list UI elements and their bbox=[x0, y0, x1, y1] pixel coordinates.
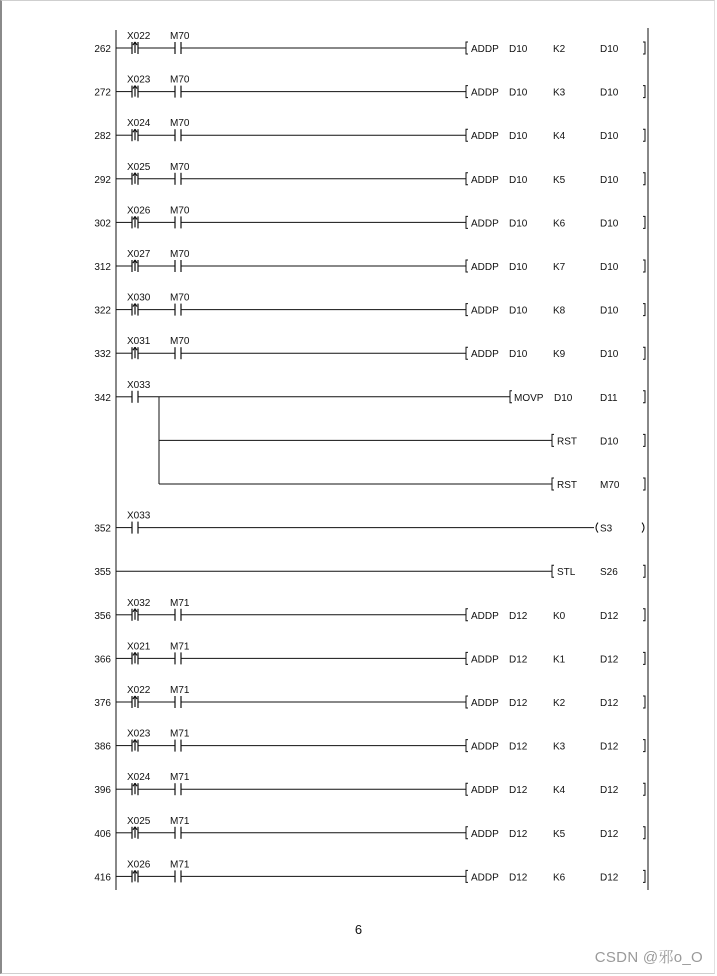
instruction-operand: K7 bbox=[553, 262, 566, 273]
contact-symbol bbox=[175, 827, 181, 839]
instruction-operand: D12 bbox=[509, 741, 528, 753]
instruction-mnemonic: ADDP bbox=[471, 741, 499, 753]
page-number: 6 bbox=[354, 922, 363, 937]
instruction-bracket-left bbox=[552, 478, 554, 490]
instruction-bracket-right bbox=[643, 434, 645, 446]
instruction-operand: D10 bbox=[600, 174, 619, 186]
instruction-bracket-left bbox=[510, 391, 512, 403]
instruction-operand: D12 bbox=[509, 654, 528, 666]
instruction-operand: K3 bbox=[553, 87, 566, 99]
pulse-contact-symbol bbox=[132, 783, 138, 795]
instruction-operand: D10 bbox=[509, 262, 528, 273]
instruction-operand: D10 bbox=[600, 305, 619, 317]
contact-label: X031 bbox=[127, 336, 151, 348]
contact-label: M70 bbox=[170, 74, 190, 86]
contact-label: X032 bbox=[127, 597, 151, 609]
instruction-operand: D11 bbox=[600, 392, 618, 404]
instruction-mnemonic: ADDP bbox=[471, 262, 499, 273]
contact-label: M71 bbox=[170, 815, 190, 827]
step-number: 302 bbox=[94, 218, 111, 230]
instruction-operand: K1 bbox=[553, 654, 566, 666]
contact-symbol bbox=[175, 696, 181, 708]
pulse-contact-symbol bbox=[132, 696, 138, 708]
watermark: CSDN @邪o_O bbox=[594, 949, 703, 966]
instruction-bracket-right bbox=[643, 86, 645, 98]
instruction-mnemonic: ADDP bbox=[471, 218, 499, 230]
instruction-bracket-left bbox=[552, 434, 554, 446]
instruction-bracket-left bbox=[466, 740, 468, 752]
instruction-operand: K4 bbox=[553, 131, 566, 143]
step-number: 312 bbox=[94, 262, 111, 273]
contact-label: M70 bbox=[170, 31, 190, 42]
instruction-mnemonic: ADDP bbox=[471, 828, 499, 840]
instruction-bracket-left bbox=[466, 870, 468, 882]
instruction-bracket-right bbox=[643, 827, 645, 839]
contact-label: M71 bbox=[170, 641, 190, 653]
pulse-contact-symbol bbox=[132, 216, 138, 228]
instruction-operand: K2 bbox=[553, 698, 566, 709]
step-number: 396 bbox=[94, 785, 111, 797]
step-number: 416 bbox=[94, 872, 111, 884]
contact-symbol bbox=[132, 391, 138, 403]
pulse-contact-symbol bbox=[132, 609, 138, 621]
instruction-bracket-right bbox=[643, 42, 645, 54]
pulse-contact-symbol bbox=[132, 827, 138, 839]
contact-label: M70 bbox=[170, 292, 190, 304]
instruction-bracket-left bbox=[466, 42, 468, 54]
instruction-bracket-left bbox=[466, 304, 468, 316]
instruction-operand: D12 bbox=[509, 828, 528, 840]
instruction-mnemonic: RST bbox=[557, 480, 577, 491]
instruction-operand: K8 bbox=[553, 305, 566, 317]
step-number: 272 bbox=[94, 87, 111, 99]
contact-label: X021 bbox=[127, 641, 151, 653]
contact-label: X024 bbox=[127, 118, 151, 130]
instruction-bracket-left bbox=[466, 129, 468, 141]
instruction-mnemonic: ADDP bbox=[471, 87, 499, 99]
step-number: 406 bbox=[94, 828, 111, 840]
coil-bracket-left bbox=[596, 523, 598, 533]
instruction-mnemonic: ADDP bbox=[471, 610, 499, 622]
step-number: 332 bbox=[94, 349, 111, 361]
instruction-mnemonic: ADDP bbox=[471, 785, 499, 797]
instruction-mnemonic: ADDP bbox=[471, 349, 499, 361]
contact-symbol bbox=[175, 173, 181, 185]
contact-symbol bbox=[175, 42, 181, 54]
contact-label: M71 bbox=[170, 597, 190, 609]
contact-label: M70 bbox=[170, 336, 190, 348]
pulse-contact-symbol bbox=[132, 173, 138, 185]
contact-label: X033 bbox=[127, 379, 151, 391]
contact-symbol bbox=[175, 304, 181, 316]
instruction-bracket-left bbox=[466, 86, 468, 98]
instruction-operand: D10 bbox=[600, 349, 619, 361]
instruction-operand: K5 bbox=[553, 174, 566, 186]
instruction-operand: K5 bbox=[553, 828, 566, 840]
contact-label: X025 bbox=[127, 161, 151, 173]
pulse-contact-symbol bbox=[132, 42, 138, 54]
instruction-operand: D10 bbox=[600, 262, 619, 273]
instruction-bracket-right bbox=[643, 347, 645, 359]
pulse-contact-symbol bbox=[132, 86, 138, 98]
instruction-bracket-left bbox=[466, 347, 468, 359]
instruction-operand: D10 bbox=[509, 174, 528, 186]
instruction-bracket-right bbox=[643, 740, 645, 752]
pulse-contact-symbol bbox=[132, 347, 138, 359]
contact-label: X033 bbox=[127, 510, 151, 522]
instruction-bracket-left bbox=[552, 565, 554, 577]
instruction-operand: K6 bbox=[553, 872, 566, 884]
instruction-bracket-right bbox=[643, 652, 645, 664]
pulse-contact-symbol bbox=[132, 652, 138, 664]
step-number: 386 bbox=[94, 741, 111, 753]
contact-label: M71 bbox=[170, 685, 190, 696]
instruction-mnemonic: ADDP bbox=[471, 698, 499, 709]
step-number: 282 bbox=[94, 131, 111, 143]
instruction-bracket-right bbox=[643, 391, 645, 403]
pulse-contact-symbol bbox=[132, 870, 138, 882]
instruction-bracket-left bbox=[466, 652, 468, 664]
instruction-operand: D10 bbox=[600, 131, 619, 143]
instruction-operand: M70 bbox=[600, 480, 620, 491]
instruction-mnemonic: ADDP bbox=[471, 872, 499, 884]
contact-symbol bbox=[175, 609, 181, 621]
contact-symbol bbox=[175, 86, 181, 98]
instruction-operand: D12 bbox=[600, 828, 619, 840]
instruction-operand: K3 bbox=[553, 741, 566, 753]
step-number: 355 bbox=[94, 567, 111, 579]
pulse-contact-symbol bbox=[132, 740, 138, 752]
instruction-mnemonic: ADDP bbox=[471, 305, 499, 317]
instruction-mnemonic: MOVP bbox=[514, 392, 544, 404]
instruction-operand: D10 bbox=[554, 392, 573, 404]
contact-label: X022 bbox=[127, 685, 151, 696]
instruction-operand: D12 bbox=[509, 785, 528, 797]
instruction-bracket-right bbox=[643, 304, 645, 316]
contact-label: M71 bbox=[170, 859, 190, 871]
contact-label: M71 bbox=[170, 728, 190, 740]
instruction-bracket-right bbox=[643, 478, 645, 490]
instruction-operand: D10 bbox=[600, 218, 619, 230]
instruction-bracket-right bbox=[643, 173, 645, 185]
instruction-bracket-right bbox=[643, 783, 645, 795]
instruction-operand: D12 bbox=[600, 698, 619, 709]
instruction-operand: D12 bbox=[600, 741, 619, 753]
instruction-bracket-left bbox=[466, 260, 468, 272]
coil-bracket-right bbox=[642, 523, 644, 533]
instruction-mnemonic: ADDP bbox=[471, 131, 499, 143]
instruction-bracket-left bbox=[466, 696, 468, 708]
instruction-operand: D12 bbox=[509, 872, 528, 884]
instruction-operand: D10 bbox=[509, 131, 528, 143]
instruction-bracket-right bbox=[643, 609, 645, 621]
contact-label: X025 bbox=[127, 815, 151, 827]
step-number: 376 bbox=[94, 698, 111, 709]
instruction-bracket-left bbox=[466, 609, 468, 621]
contact-label: X022 bbox=[127, 31, 151, 42]
instruction-mnemonic: ADDP bbox=[471, 654, 499, 666]
instruction-bracket-right bbox=[643, 216, 645, 228]
contact-label: M70 bbox=[170, 161, 190, 173]
instruction-operand: D10 bbox=[509, 44, 528, 55]
pulse-contact-symbol bbox=[132, 304, 138, 316]
contact-label: X026 bbox=[127, 859, 151, 871]
instruction-bracket-right bbox=[643, 870, 645, 882]
instruction-mnemonic: STL bbox=[557, 567, 576, 579]
instruction-operand: D12 bbox=[600, 610, 619, 622]
instruction-bracket-right bbox=[643, 565, 645, 577]
contact-label: M70 bbox=[170, 118, 190, 130]
contact-symbol bbox=[175, 783, 181, 795]
instruction-operand: D10 bbox=[600, 44, 619, 55]
contact-symbol bbox=[175, 652, 181, 664]
instruction-operand: D10 bbox=[600, 87, 619, 99]
instruction-operand: K0 bbox=[553, 610, 566, 622]
instruction-mnemonic: ADDP bbox=[471, 174, 499, 186]
contact-label: X023 bbox=[127, 728, 151, 740]
instruction-mnemonic: RST bbox=[557, 436, 577, 448]
contact-symbol bbox=[175, 129, 181, 141]
contact-symbol bbox=[175, 740, 181, 752]
instruction-bracket-left bbox=[466, 827, 468, 839]
instruction-operand: K9 bbox=[553, 349, 566, 361]
instruction-operand: D12 bbox=[600, 785, 619, 797]
contact-symbol bbox=[175, 347, 181, 359]
instruction-bracket-right bbox=[643, 260, 645, 272]
pulse-contact-symbol bbox=[132, 129, 138, 141]
instruction-bracket-right bbox=[643, 129, 645, 141]
contact-symbol bbox=[175, 260, 181, 272]
instruction-operand: K6 bbox=[553, 218, 566, 230]
contact-label: M70 bbox=[170, 249, 190, 260]
instruction-operand: D12 bbox=[600, 872, 619, 884]
instruction-operand: D10 bbox=[509, 349, 528, 361]
instruction-operand: D12 bbox=[509, 610, 528, 622]
instruction-mnemonic: ADDP bbox=[471, 44, 499, 55]
step-number: 352 bbox=[94, 523, 111, 535]
step-number: 366 bbox=[94, 654, 111, 666]
contact-label: M71 bbox=[170, 772, 190, 784]
contact-label: X024 bbox=[127, 772, 151, 784]
contact-symbol bbox=[132, 522, 138, 534]
contact-symbol bbox=[175, 870, 181, 882]
instruction-bracket-left bbox=[466, 173, 468, 185]
instruction-operand: K2 bbox=[553, 44, 566, 55]
contact-label: X027 bbox=[127, 249, 151, 260]
step-number: 342 bbox=[94, 392, 111, 404]
coil-operand: S3 bbox=[600, 523, 613, 535]
pulse-contact-symbol bbox=[132, 260, 138, 272]
step-number: 322 bbox=[94, 305, 111, 317]
contact-label: M70 bbox=[170, 205, 190, 217]
contact-symbol bbox=[175, 216, 181, 228]
instruction-operand: D10 bbox=[509, 87, 528, 99]
step-number: 262 bbox=[94, 44, 111, 55]
instruction-bracket-left bbox=[466, 783, 468, 795]
instruction-bracket-left bbox=[466, 216, 468, 228]
contact-label: X023 bbox=[127, 74, 151, 86]
step-number: 292 bbox=[94, 174, 111, 186]
instruction-operand: D10 bbox=[509, 305, 528, 317]
contact-label: X026 bbox=[127, 205, 151, 217]
step-number: 356 bbox=[94, 610, 111, 622]
contact-label: X030 bbox=[127, 292, 151, 304]
instruction-operand: D10 bbox=[509, 218, 528, 230]
instruction-operand: D12 bbox=[509, 698, 528, 709]
instruction-operand: D12 bbox=[600, 654, 619, 666]
instruction-operand: D10 bbox=[600, 436, 619, 448]
instruction-bracket-right bbox=[643, 696, 645, 708]
instruction-operand: S26 bbox=[600, 567, 618, 579]
instruction-operand: K4 bbox=[553, 785, 566, 797]
